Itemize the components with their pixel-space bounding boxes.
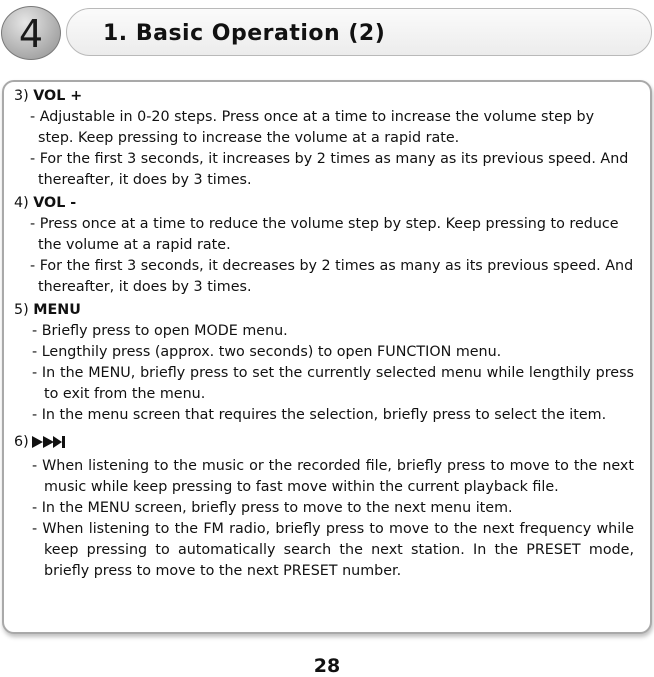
page-number: 28 <box>313 655 341 677</box>
section-heading <box>14 300 634 321</box>
section-name: VOL + <box>33 88 83 104</box>
list-item: - Adjustable in 0-20 steps. Press once at a time to increase the volume step by step. Keep pressing to increase the volume at a rapid rate. <box>30 109 595 146</box>
section-heading <box>14 432 634 456</box>
chapter-number: 4 <box>18 12 44 56</box>
page-title: 1. Basic Operation (2) <box>103 21 386 46</box>
list-item: - Press once at a time to reduce the volume step by step. Keep pressing to reduce the volume at a rapid rate. <box>30 216 619 253</box>
section-name: MENU <box>33 302 81 318</box>
section-next <box>14 432 634 582</box>
section-number: 5) <box>14 302 29 318</box>
list-item: - In the menu screen that requires the selection, briefly press to select the item. <box>32 407 607 423</box>
content-area <box>14 86 634 582</box>
section-heading <box>14 193 634 214</box>
list-item: - When listening to the FM radio, briefly press to move to the next frequency while keep pressing to automatically search the next station. In the PRESET mode, briefly press to move to the next PRESET number. <box>32 521 634 579</box>
list-item: - In the MENU, briefly press to set the currently selected menu while lengthily press to exit from the menu. <box>32 365 634 402</box>
chapter-badge <box>1 6 61 60</box>
section-number: 3) <box>14 88 29 104</box>
next-track-icon <box>32 435 66 456</box>
list-item: - For the first 3 seconds, it decreases by 2 times as many as its previous speed. And thereafter, it does by 3 times. <box>30 258 634 295</box>
section-menu <box>14 300 634 426</box>
section-number: 6) <box>14 434 29 450</box>
section-number: 4) <box>14 195 29 211</box>
section-name: VOL - <box>33 195 77 211</box>
list-item: - Briefly press to open MODE menu. <box>32 323 288 339</box>
list-item: - When listening to the music or the recorded file, briefly press to move to the next music while keep pressing to fast move within the current playback file. <box>32 458 634 495</box>
section-vol-up <box>14 86 634 191</box>
title-bar <box>66 8 652 56</box>
list-item: - In the MENU screen, briefly press to move to the next menu item. <box>32 500 513 516</box>
section-vol-down <box>14 193 634 298</box>
list-item: - For the first 3 seconds, it increases by 2 times as many as its previous speed. And thereafter, it does by 3 times. <box>30 151 629 188</box>
section-heading <box>14 86 634 107</box>
list-item: - Lengthily press (approx. two seconds) to open FUNCTION menu. <box>32 344 502 360</box>
